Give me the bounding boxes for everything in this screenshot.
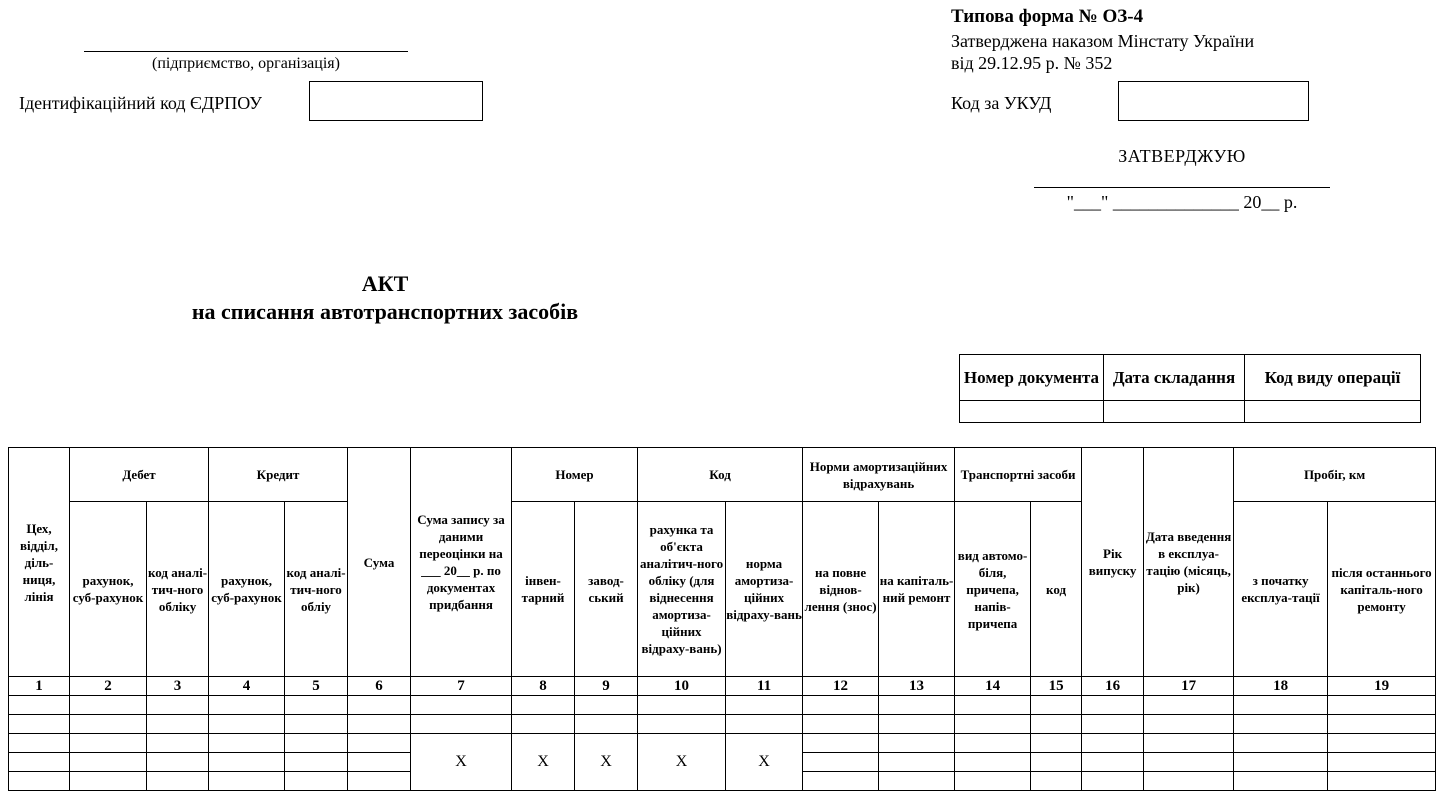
document-date-header: Дата складання	[1104, 355, 1245, 401]
table-cell[interactable]	[1328, 753, 1436, 772]
table-cell[interactable]	[209, 696, 285, 715]
column-numbers-row	[9, 677, 1436, 696]
header-debet-account: рахунок, суб-рахунок	[70, 502, 147, 677]
table-cell[interactable]	[1031, 696, 1082, 715]
table-cell[interactable]	[1031, 772, 1082, 791]
table-row	[9, 696, 1436, 715]
table-cell[interactable]	[285, 734, 348, 753]
header-vehicle-code: код	[1031, 502, 1082, 677]
header-commissioning: Дата введення в експлуа-тацію (місяць, рік)	[1144, 448, 1234, 677]
header-debet: Дебет	[70, 448, 209, 502]
table-cell[interactable]	[512, 715, 575, 734]
approver-signature-line[interactable]	[1034, 187, 1330, 188]
table-cell[interactable]	[1234, 753, 1328, 772]
table-cell[interactable]	[1328, 715, 1436, 734]
header-debet-analytic-code: код аналі-тич-ного обліку	[147, 502, 209, 677]
act-title: АКТ	[361, 271, 409, 296]
table-cell[interactable]	[1234, 715, 1328, 734]
table-cell[interactable]	[147, 715, 209, 734]
table-cell[interactable]	[1144, 734, 1234, 753]
table-cell[interactable]	[955, 753, 1031, 772]
table-cell[interactable]	[726, 696, 803, 715]
column-number: 18	[1234, 677, 1328, 696]
x-mark-cell: Х	[638, 734, 726, 791]
header-depreciation-norms: Норми амортизаційних відрахувань	[803, 448, 955, 502]
column-number: 10	[638, 677, 726, 696]
column-number: 6	[348, 677, 411, 696]
table-cell[interactable]	[1082, 753, 1144, 772]
header-year: Рік випуску	[1082, 448, 1144, 677]
vehicles-writeoff-table	[8, 447, 1436, 791]
column-number: 11	[726, 677, 803, 696]
table-cell[interactable]	[955, 715, 1031, 734]
table-cell[interactable]	[1031, 734, 1082, 753]
edrpou-code-field[interactable]	[309, 81, 483, 121]
table-cell[interactable]	[147, 772, 209, 791]
table-row	[9, 715, 1436, 734]
table-cell[interactable]	[70, 772, 147, 791]
header-depreciation-norm: норма амортиза-ційних відраху-вань	[726, 502, 803, 677]
table-cell[interactable]	[9, 772, 70, 791]
operation-code-field[interactable]	[1245, 401, 1421, 423]
table-row	[9, 734, 1436, 753]
table-cell[interactable]	[209, 753, 285, 772]
table-cell[interactable]	[147, 696, 209, 715]
x-mark-cell: Х	[411, 734, 512, 791]
table-cell[interactable]	[955, 734, 1031, 753]
table-cell[interactable]	[638, 715, 726, 734]
ukud-label: Код за УКУД	[951, 93, 1052, 113]
x-mark-cell: Х	[512, 734, 575, 791]
table-cell[interactable]	[209, 734, 285, 753]
table-cell[interactable]	[1144, 696, 1234, 715]
table-cell[interactable]	[879, 753, 955, 772]
table-cell[interactable]	[285, 715, 348, 734]
table-cell[interactable]	[285, 753, 348, 772]
table-cell[interactable]	[803, 696, 879, 715]
table-cell[interactable]	[348, 696, 411, 715]
approval-date-line[interactable]: "___" ______________ 20__ р.	[1066, 192, 1298, 212]
table-cell[interactable]	[575, 696, 638, 715]
table-cell[interactable]	[1234, 696, 1328, 715]
table-cell[interactable]	[803, 753, 879, 772]
table-cell[interactable]	[803, 734, 879, 753]
table-cell[interactable]	[1082, 696, 1144, 715]
table-cell[interactable]	[1234, 734, 1328, 753]
organization-caption: (підприємство, організація)	[152, 55, 340, 72]
header-suma: Сума	[348, 448, 411, 677]
table-cell[interactable]	[1082, 734, 1144, 753]
header-mileage-start: з початку експлуа-тації	[1234, 502, 1328, 677]
table-cell[interactable]	[1328, 772, 1436, 791]
x-mark-cell: Х	[575, 734, 638, 791]
table-cell[interactable]	[209, 772, 285, 791]
header-full-recovery: на повне віднов-лення (знос)	[803, 502, 879, 677]
table-cell[interactable]	[879, 772, 955, 791]
table-cell[interactable]	[9, 715, 70, 734]
header-kod: Код	[638, 448, 803, 502]
table-cell[interactable]	[411, 696, 512, 715]
table-cell[interactable]	[1328, 696, 1436, 715]
table-cell[interactable]	[348, 734, 411, 753]
header-vehicle-type: вид автомо-біля, причепа, напів-причепа	[955, 502, 1031, 677]
column-number: 5	[285, 677, 348, 696]
header-factory-number: завод-ський	[575, 502, 638, 677]
table-cell[interactable]	[512, 696, 575, 715]
header-kredyt-account: рахунок, суб-рахунок	[209, 502, 285, 677]
table-cell[interactable]	[879, 696, 955, 715]
table-cell[interactable]	[70, 696, 147, 715]
header-nomer: Номер	[512, 448, 638, 502]
header-capital-repair: на капіталь-ний ремонт	[879, 502, 955, 677]
column-number: 1	[9, 677, 70, 696]
operation-code-header: Код виду операції	[1245, 355, 1421, 401]
document-number-field[interactable]	[960, 401, 1104, 423]
table-cell[interactable]	[575, 715, 638, 734]
column-number: 3	[147, 677, 209, 696]
table-cell[interactable]	[803, 772, 879, 791]
table-cell[interactable]	[1082, 772, 1144, 791]
table-cell[interactable]	[9, 696, 70, 715]
table-cell[interactable]	[209, 715, 285, 734]
header-mileage-after-repair: після останнього капіталь-ного ремонту	[1328, 502, 1436, 677]
form-title: Типова форма № ОЗ-4	[951, 6, 1144, 27]
column-number: 19	[1328, 677, 1436, 696]
table-cell[interactable]	[348, 772, 411, 791]
column-number: 8	[512, 677, 575, 696]
table-cell[interactable]	[70, 734, 147, 753]
table-cell[interactable]	[1031, 715, 1082, 734]
header-department: Цех, відділ, діль-ниця, лінія	[9, 448, 70, 677]
table-cell[interactable]	[70, 753, 147, 772]
header-account-object-code: рахунка та об'єкта аналітич-ного обліку (для віднесення амортиза-ційних відраху-вань)	[638, 502, 726, 677]
header-revaluation: Сума запису за даними переоцінки на ___ 20__ р. по документах придбання	[411, 448, 512, 677]
act-subtitle: на списання автотранспортних засобів	[191, 299, 579, 324]
table-cell[interactable]	[1144, 772, 1234, 791]
table-cell[interactable]	[803, 715, 879, 734]
table-cell[interactable]	[879, 734, 955, 753]
column-number: 4	[209, 677, 285, 696]
table-cell[interactable]	[879, 715, 955, 734]
organization-name-line[interactable]	[84, 51, 408, 52]
x-mark-cell: Х	[726, 734, 803, 791]
table-cell[interactable]	[285, 696, 348, 715]
document-info-table	[959, 354, 1421, 423]
form-approved-date: від 29.12.95 р. № 352	[951, 53, 1113, 73]
table-cell[interactable]	[1031, 753, 1082, 772]
table-cell[interactable]	[1234, 772, 1328, 791]
table-cell[interactable]	[147, 734, 209, 753]
edrpou-label: Ідентифікаційний код ЄДРПОУ	[19, 93, 262, 113]
table-cell[interactable]	[1082, 715, 1144, 734]
form-approved-by: Затверджена наказом Мінстату України	[951, 31, 1255, 51]
table-cell[interactable]	[955, 772, 1031, 791]
column-number: 16	[1082, 677, 1144, 696]
table-cell[interactable]	[1144, 715, 1234, 734]
table-cell[interactable]	[726, 715, 803, 734]
column-number: 17	[1144, 677, 1234, 696]
table-cell[interactable]	[147, 753, 209, 772]
table-cell[interactable]	[638, 696, 726, 715]
column-number: 15	[1031, 677, 1082, 696]
column-number: 9	[575, 677, 638, 696]
table-cell[interactable]	[285, 772, 348, 791]
document-number-header: Номер документа	[960, 355, 1104, 401]
table-cell[interactable]	[70, 715, 147, 734]
table-cell[interactable]	[1328, 734, 1436, 753]
approval-label: ЗАТВЕРДЖУЮ	[1118, 146, 1246, 166]
table-cell[interactable]	[1144, 753, 1234, 772]
table-cell[interactable]	[9, 753, 70, 772]
table-cell[interactable]	[348, 715, 411, 734]
header-kredyt-analytic-code: код аналі-тич-ного обліу	[285, 502, 348, 677]
header-vehicles: Транспортні засоби	[955, 448, 1082, 502]
table-cell[interactable]	[348, 753, 411, 772]
table-cell[interactable]	[955, 696, 1031, 715]
column-number: 13	[879, 677, 955, 696]
header-kredyt: Кредит	[209, 448, 348, 502]
column-number: 14	[955, 677, 1031, 696]
header-inventory-number: інвен-тарний	[512, 502, 575, 677]
table-cell[interactable]	[411, 715, 512, 734]
ukud-code-field[interactable]	[1118, 81, 1309, 121]
column-number: 7	[411, 677, 512, 696]
column-number: 2	[70, 677, 147, 696]
document-date-field[interactable]	[1104, 401, 1245, 423]
header-mileage: Пробіг, км	[1234, 448, 1436, 502]
table-cell[interactable]	[9, 734, 70, 753]
column-number: 12	[803, 677, 879, 696]
